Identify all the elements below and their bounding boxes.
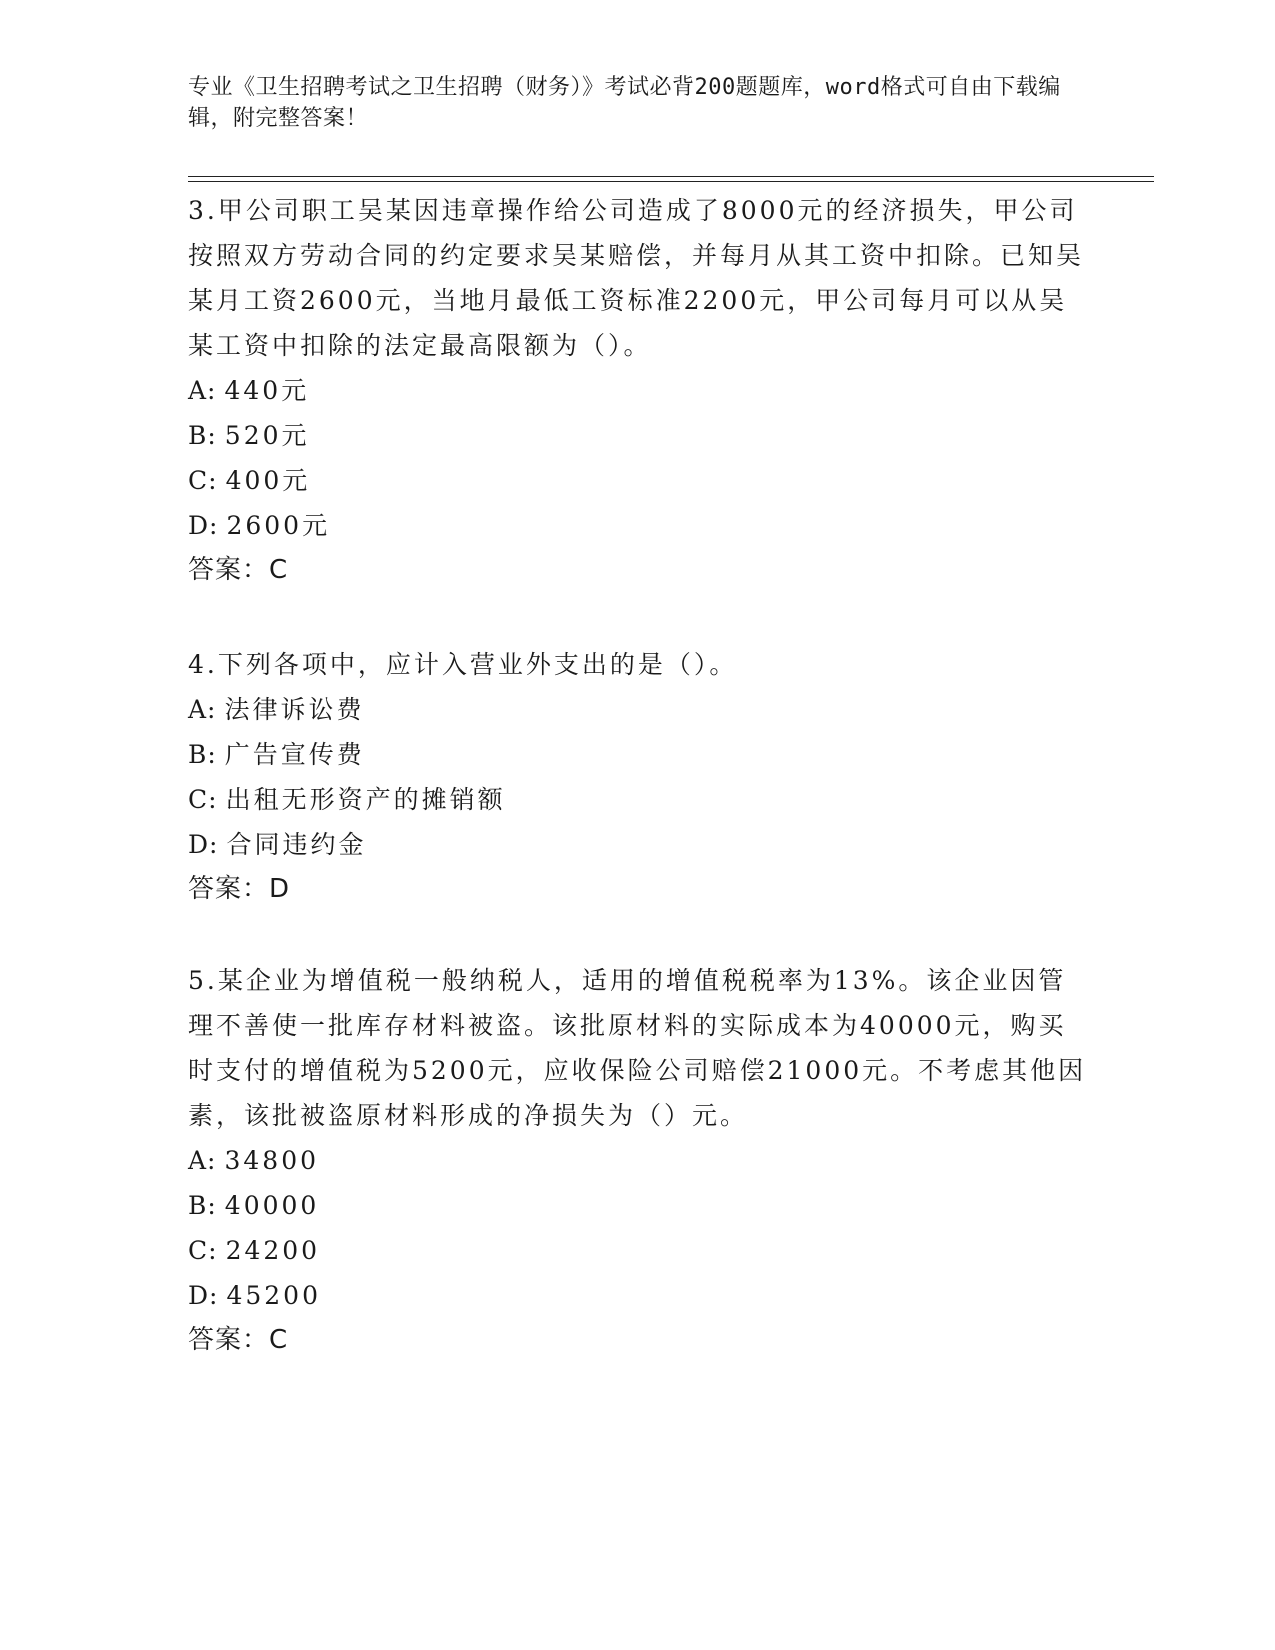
option-a [188, 368, 1088, 413]
answer-line: 答案：C [188, 555, 289, 585]
option-text: 24200 [225, 1236, 321, 1265]
option-d [188, 503, 1088, 548]
question-stem: 5.某企业为增值税一般纳税人，适用的增值税税率为13%。该企业因管理不善使一批库存材料被盗。该批原材料的实际成本为40000元，购买时支付的增值税为5200元，应收保险公司赔偿21000元。不考虑其他因素，该批被盗原材料形成的净损失为（）元。 [188, 966, 1087, 1130]
question-3 [188, 188, 1088, 593]
option-letter: A: [188, 376, 217, 405]
option-b [188, 413, 1088, 458]
option-text: 520元 [224, 421, 310, 450]
option-letter: B: [188, 740, 217, 769]
option-letter: D: [188, 1281, 219, 1310]
option-letter: C: [188, 1236, 218, 1265]
option-text: 400元 [225, 466, 311, 495]
option-text: 广告宣传费 [224, 740, 365, 769]
option-list [188, 368, 1088, 548]
option-b [188, 732, 1088, 777]
option-b [188, 1183, 1088, 1228]
option-a [188, 687, 1088, 732]
question-5 [188, 958, 1088, 1363]
header-divider-bottom [188, 181, 1154, 182]
option-letter: A: [188, 1146, 217, 1175]
option-letter: C: [188, 785, 218, 814]
option-text: 出租无形资产的摊销额 [225, 785, 506, 814]
option-letter: B: [188, 421, 217, 450]
option-text: 合同违约金 [226, 830, 367, 859]
option-text: 法律诉讼费 [224, 695, 365, 724]
header-divider-top [188, 176, 1154, 177]
option-list [188, 1138, 1088, 1318]
document-intro: 专业《卫生招聘考试之卫生招聘（财务）》考试必背200题题库，word格式可自由下载编辑，附完整答案！ [188, 75, 1061, 131]
answer-line: 答案：C [188, 1325, 289, 1355]
option-letter: D: [188, 511, 219, 540]
question-stem: 3.甲公司职工吴某因违章操作给公司造成了8000元的经济损失，甲公司按照双方劳动合同的约定要求吴某赔偿，并每月从其工资中扣除。已知吴某月工资2600元，当地月最低工资标准2200元，甲公司每月可以从吴某工资中扣除的法定最高限额为（）。 [188, 196, 1085, 360]
option-text: 40000 [224, 1191, 320, 1220]
option-text: 45200 [226, 1281, 321, 1310]
question-4 [188, 642, 1088, 912]
option-c [188, 458, 1088, 503]
option-text: 2600元 [226, 511, 331, 540]
option-text: 440元 [224, 376, 310, 405]
question-stem: 4.下列各项中，应计入营业外支出的是（）。 [188, 650, 738, 679]
option-d [188, 822, 1088, 867]
option-letter: D: [188, 830, 219, 859]
option-c [188, 1228, 1088, 1273]
option-list [188, 687, 1088, 867]
option-c [188, 777, 1088, 822]
option-d [188, 1273, 1088, 1318]
answer-line: 答案：D [188, 874, 291, 904]
option-a [188, 1138, 1088, 1183]
option-letter: B: [188, 1191, 217, 1220]
option-letter: C: [188, 466, 218, 495]
option-text: 34800 [224, 1146, 320, 1175]
option-letter: A: [188, 695, 217, 724]
